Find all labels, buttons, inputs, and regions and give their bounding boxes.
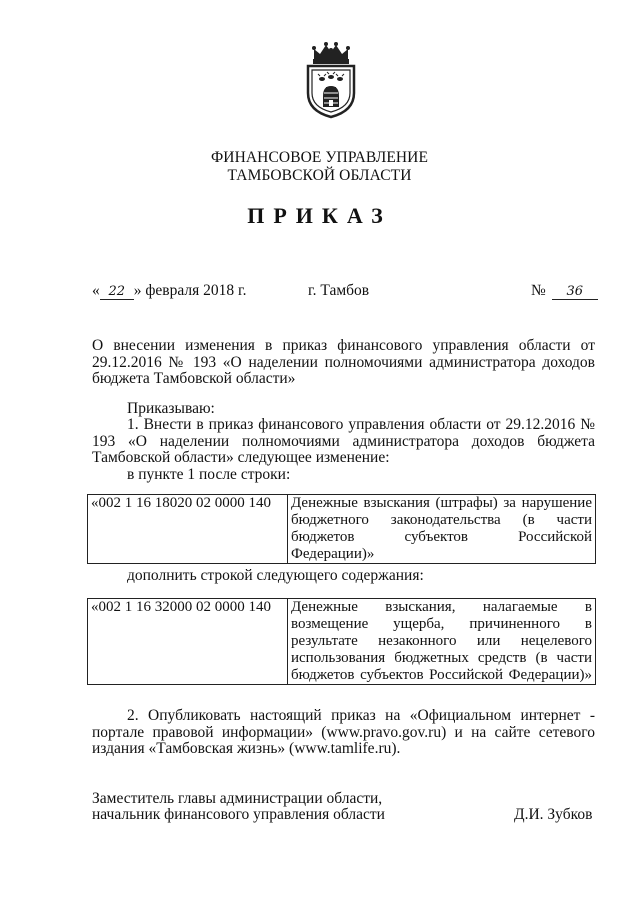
document-number: [531, 282, 598, 300]
number-label: №: [531, 282, 546, 299]
description-line: бюджетного законодательства (в части: [291, 512, 592, 528]
signatory-position-line1: Заместитель главы администрации области,: [92, 790, 383, 807]
signatory-position-line2: начальник финансового управления области: [92, 806, 385, 823]
coat-of-arms-emblem: [300, 41, 362, 119]
new-line-table: [87, 598, 596, 685]
order-word: Приказываю:: [127, 400, 215, 417]
description-line: бюджетов субъектов Российской Федерации)»: [291, 667, 592, 683]
description-line: Денежные взыскания, налагаемые в: [291, 599, 592, 615]
order-item-2: 2. Опубликовать настоящий приказ на «Официальном интернет - портале правовой информации» (www.pravo.gov.ru) и на сайте сетевого издания «Тамбовская жизнь» (www.tamlife.ru).: [92, 707, 595, 757]
revenue-code-cell: «002 1 16 18020 02 0000 140: [88, 495, 288, 564]
order-in-item-text: в пункте 1 после строки:: [127, 466, 291, 483]
description-line: результате незаконного или нецелевого: [291, 633, 592, 649]
supplement-text: дополнить строкой следующего содержания:: [127, 567, 424, 584]
signatory-name: Д.И. Зубков: [514, 806, 593, 823]
description-line: Денежные взыскания (штрафы) за нарушение: [291, 495, 592, 511]
revenue-description-cell: [288, 599, 596, 685]
description-line: бюджетов субъектов Российской: [291, 529, 592, 545]
description-line: возмещение ущерба, причиненного в: [291, 616, 592, 632]
date-month-year: » февраля 2018 г.: [133, 282, 247, 299]
date-day-handwritten: 22: [100, 285, 134, 300]
order-item-1: 1. Внести в приказ финансового управления области от 29.12.2016 № 193 «О наделении полномочиями администратора доходов бюджета Тамбовской области» следующее изменение:: [92, 416, 595, 466]
document-date: [92, 282, 246, 300]
table-row: [88, 599, 596, 685]
document-title: ПРИКАЗ: [247, 203, 392, 228]
table-row: [88, 495, 596, 564]
description-line: Федерации)»: [291, 546, 375, 562]
description-line: использования бюджетных средств (в части: [291, 650, 592, 666]
revenue-code-cell: «002 1 16 32000 02 0000 140: [88, 599, 288, 685]
number-handwritten: 36: [552, 285, 598, 300]
organization-name-line1: ФИНАНСОВОЕ УПРАВЛЕНИЕ: [210, 149, 429, 166]
date-open-quote: «: [92, 282, 100, 299]
existing-line-table: [87, 494, 596, 564]
document-subject: О внесении изменения в приказ финансового управления области от 29.12.2016 № 193 «О наделении полномочиями администратора доходов бюджета Тамбовской области»: [92, 337, 595, 387]
revenue-description-cell: [288, 495, 596, 564]
organization-name-line2: ТАМБОВСКОЙ ОБЛАСТИ: [227, 167, 412, 184]
document-city: г. Тамбов: [308, 282, 370, 299]
